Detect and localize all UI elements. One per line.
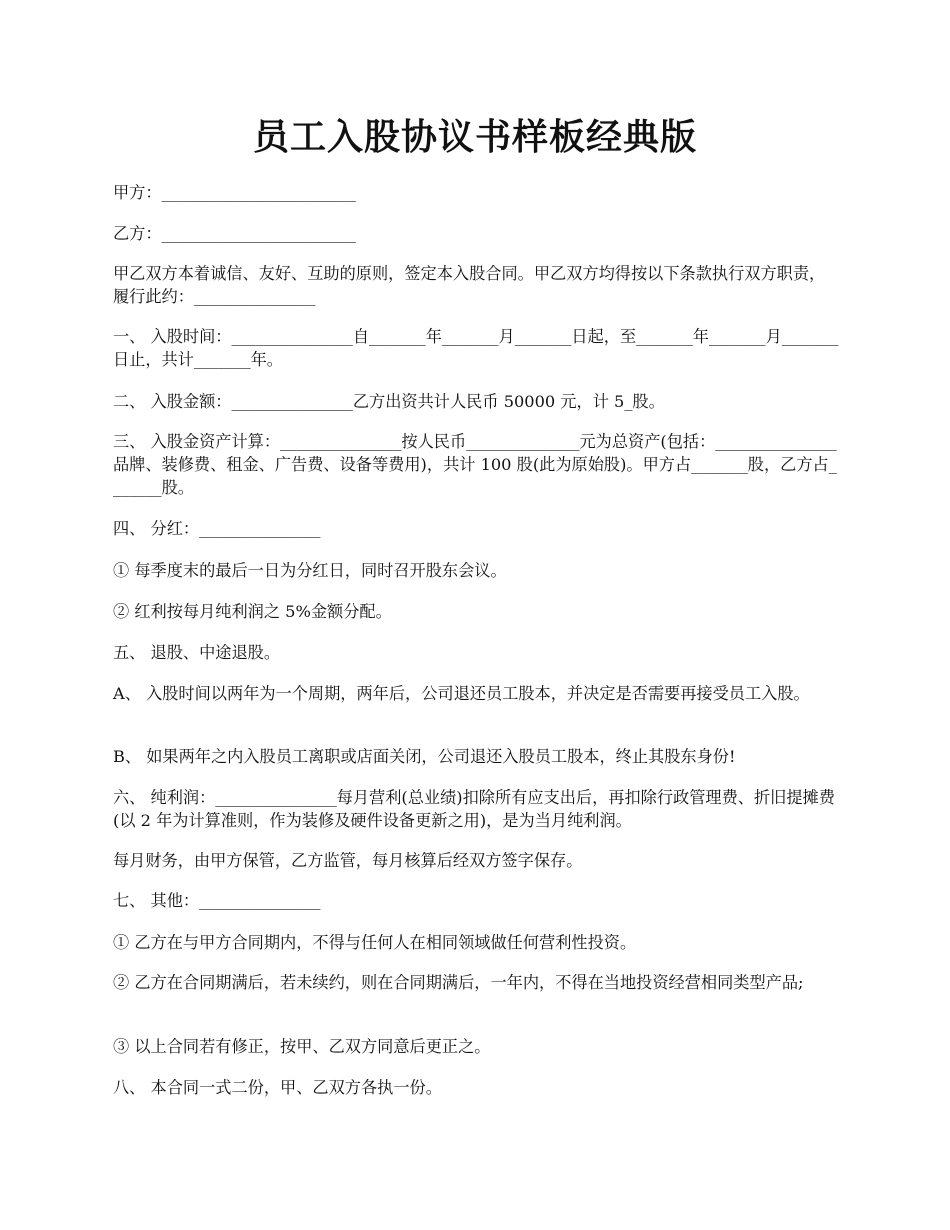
document-title: 员工入股协议书样板经典版 (252, 116, 697, 158)
dividend-item-1: ① 每季度末的最后一日为分红日，同时召开股东会议。 (113, 561, 507, 580)
dividend-item-2: ② 红利按每月纯利润之 5%金额分配。 (113, 602, 392, 621)
clause-5-withdrawal: 五、 退股、中途退股。 (113, 643, 281, 662)
party-b-line: 乙方：________________________ (113, 224, 356, 243)
clause-8-copies: 八、 本合同一式二份，甲、乙双方各执一份。 (113, 1078, 442, 1097)
clause-2-investment-amount: 二、 入股金额：_______________乙方出资共计人民币 50000 元，计 5_股。 (113, 392, 665, 411)
clause-6-net-profit: 六、 纯利润：_______________每月营利(总业绩)扣除所有应支出后，再扣除行政管理费、折旧提摊费(以 2 年为计算准则，作为装修及硬件设备更新之用)，是为当月纯利润。 (113, 788, 835, 830)
other-item-2: ② 乙方在合同期满后，若未续约，则在合同期满后，一年内，不得在当地投资经营相同类型产品; (113, 973, 804, 992)
withdrawal-item-a: A、 入股时间以两年为一个周期，两年后，公司退还员工股本，并决定是否需要再接受员工入股。 (113, 684, 810, 703)
clause-4-dividend: 四、 分红：_______________ (113, 519, 321, 538)
preamble-paragraph: 甲乙双方本着诚信、友好、互助的原则，签定本入股合同。甲乙双方均得按以下条款执行双方职责，履行此约：_______________ (113, 264, 826, 306)
other-item-1: ① 乙方在与甲方合同期内，不得与任何人在相同领域做任何营利性投资。 (113, 933, 637, 952)
withdrawal-item-b: B、 如果两年之内入股员工离职或店面关闭，公司退还入股员工股本，终止其股东身份! (113, 747, 736, 766)
monthly-finance-note: 每月财务，由甲方保管，乙方监管，每月核算后经双方签字保存。 (113, 851, 583, 870)
party-a-line: 甲方：________________________ (113, 183, 356, 202)
clause-7-other: 七、 其他：_______________ (113, 891, 321, 910)
clause-1-investment-time: 一、 入股时间：_______________自_______年_______月_______日起，至_______年_______月_______日止，共计_______年。 (113, 327, 839, 369)
clause-3-asset-calculation: 三、 入股金资产计算：_______________按人民币______________元为总资产(包括：_______________品牌、装修费、租金、广告费、设备等费用)，共计 100 股(此为原始股)。甲方占_______股，乙方占_______股。 (113, 432, 837, 497)
other-item-3: ③ 以上合同若有修正，按甲、乙双方同意后更正之。 (113, 1037, 491, 1056)
